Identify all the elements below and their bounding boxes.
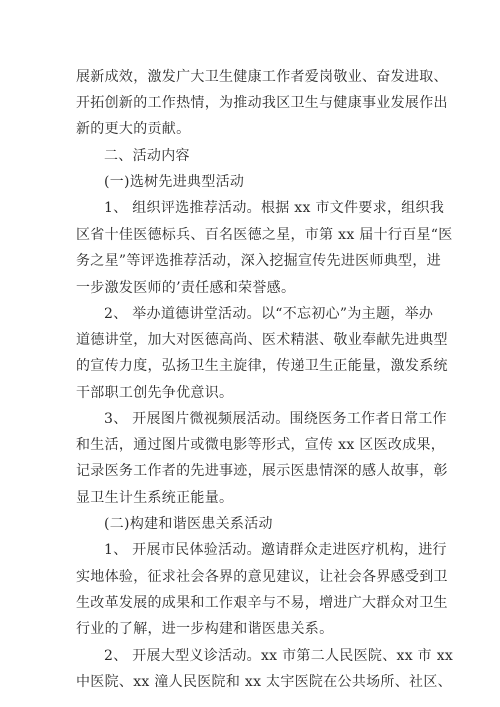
text-line: 展新成效，激发广大卫生健康工作者爱岗敬业、奋发进取、 [76, 69, 448, 85]
text-line: 中医院、xx 潼人民医院和 xx 太宇医院在公共场所、社区、 [76, 674, 452, 690]
text-line: 显卫生计生系统正能量。 [76, 490, 234, 506]
text-line: 一步激发医师的’责任感和荣誉感。 [76, 280, 296, 296]
text-line: 道德讲堂，加大对医德高尚、医术精湛、敬业奉献先进典型 [76, 332, 448, 348]
section-heading: 二、活动内容 [104, 148, 190, 164]
subsection-heading: (一)选树先进典型活动 [104, 174, 245, 190]
text-line: 的宣传力度，弘扬卫生主旋律，传递卫生正能量，激发系统 [76, 358, 448, 374]
text-line: 1、 组织评选推荐活动。根据 xx 市文件要求，组织我 [104, 200, 445, 216]
text-line: 3、 开展图片微视频展活动。围绕医务工作者日常工作 [104, 411, 447, 427]
text-line: 和生活，通过图片或微电影等形式，宣传 xx 区医改成果， [76, 437, 446, 453]
text-line: 开拓创新的工作热情，为推动我区卫生与健康事业发展作出 [76, 95, 448, 111]
text-line: 2、 开展大型义诊活动。xx 市第二人民医院、xx 市 xx [104, 648, 454, 664]
text-line: 实地体验，征求社会各界的意见建议，让社会各界感受到卫 [76, 569, 448, 585]
subsection-heading: (二)构建和谐医患关系活动 [104, 516, 273, 532]
text-line: 记录医务工作者的先进事迹，展示医患情深的感人故事，彰 [76, 463, 448, 479]
text-line: 生改革发展的成果和工作艰辛与不易，增进广大群众对卫生 [76, 595, 448, 611]
text-line: 新的更大的贡献。 [76, 121, 191, 137]
text-line: 2、 举办道德讲堂活动。以“不忘初心”为主题，举办 [104, 306, 434, 322]
text-line: 干部职工创先争优意识。 [76, 385, 234, 401]
text-line: 务之星”等评选推荐活动，深入挖掘宣传先进医师典型，进 [76, 253, 441, 269]
text-line: 区省十佳医德标兵、百名医德之星，市第 xx 届十行百星“医 [76, 227, 453, 243]
text-line: 1、 开展市民体验活动。邀请群众走进医疗机构，进行 [104, 542, 447, 558]
text-line: 行业的了解，进一步构建和谐医患关系。 [76, 621, 334, 637]
